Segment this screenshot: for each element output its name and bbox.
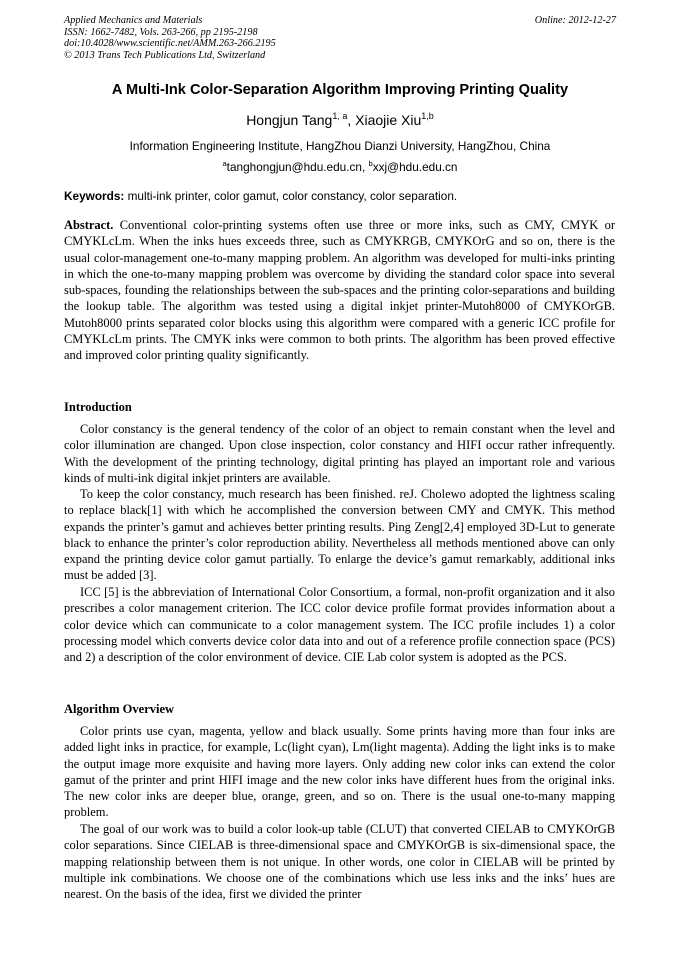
copyright-line: © 2013 Trans Tech Publications Ltd, Switzerland — [64, 49, 266, 61]
keywords — [64, 189, 616, 203]
author-1-affiliation-mark: 1, a — [332, 111, 348, 121]
online-date: Online: 2012-12-27 — [534, 15, 616, 26]
email-separator: , — [361, 160, 369, 174]
algorithm-paragraph-1: Color prints use cyan, magenta, yellow and black usually. Some prints having more than four inks are added light inks in practice, for example, Lc(light cyan), Lm(light magenta). Adding the light inks is to make the output image more exquisite and having more layers. Only adding new color inks can extend the color gamut of the printer and print HIFI image and the new color inks have different hues from the original inks. The new color inks are deeper blue, orange, green, and so on. There is the usual one-to-many mapping problem. — [64, 724, 615, 820]
author-line — [64, 112, 616, 128]
email-b: xxj@hdu.edu.cn — [372, 160, 458, 174]
doi-line: doi:10.4028/www.scientific.net/AMM.263-266.2195 — [64, 38, 276, 50]
algorithm-paragraph-2: The goal of our work was to build a color look-up table (CLUT) that converted CIELAB to CMYKOrGB color separations. Since CIELAB is three-dimensional space and CMYKOrGB is six-dimensional space, the mapping relationship between them is not unique. In other words, one color in CIELAB will be printed by multiple ink combinations. We choose one of the combinations which use less inks and the inks’ hues are nearest. On the basis of the idea, first we divided the printer — [64, 822, 615, 902]
keywords-label: Keywords: — [64, 189, 125, 203]
affiliation: Information Engineering Institute, HangZhou Dianzi University, HangZhou, China — [129, 139, 551, 153]
author-1-name: Hongjun Tang — [246, 112, 333, 128]
introduction-paragraph-3: ICC [5] is the abbreviation of International Color Consortium, a formal, non-profit organization and it also prescribes a color management criterion. The ICC color device profile format provides information about a color device which can communicate to a color management system. The ICC profile includes 1) a color processing model which converts device color data into and out of a reference profile connection space (PCS) and 2) a description of the color environment of device. CIE Lab color system is adopted as the PCS. — [64, 585, 615, 665]
abstract-label: Abstract. — [64, 218, 114, 232]
email-a-mark: a — [222, 159, 227, 168]
abstract-text: Conventional color-printing systems often use three or more inks, such as CMY, CMYK or CMYKLcLm. When the inks hues exceeds three, such as CMYKRGB, CMYKOrG and so on, there is the usual color-management one-to-many mapping problem. An algorithm was developed for multi-inks printing in which the one-to-many mapping problem was overcome by dividing the standard color space into several sub-spaces, founding the relationships between the sub-spaces and the printing color-separations and building the lookup table. The algorithm was tested using a digital inkjet printer-Mutoh8000 of CMYKOrGB. Mutoh8000 prints separated color blocks using this algorithm were compared with a generic ICC profile for CMYKLcLm prints. The CMYK inks were common to both prints. The algorithm has been proved effective and improved color printing quality significantly. — [64, 218, 615, 363]
email-b-mark: b — [368, 159, 373, 168]
author-2-affiliation-mark: 1,b — [421, 111, 434, 121]
introduction-paragraph-1: Color constancy is the general tendency of the color of an object to remain constant when the level and color illumination are changed. Upon close inspection, color constancy and HIFI occur rather infrequently. With the development of the printing technology, digital printing has played an important role and various kinds of multi-ink digital inkjet printers are available. — [64, 422, 615, 485]
author-separator: , — [347, 112, 356, 128]
introduction-paragraph-2: To keep the color constancy, much research has been finished. reJ. Cholewo adopted the lightness scaling to replace black[1] with which he accomplished the conversion between CMY and CMYK. This method expands the printer’s gamut and achieves better printing results. Ping Zeng[2,4] employed 3D-Lut to generate black to enhance the printer’s color reproduction ability. Nevertheless all methods mentioned above can only expand the printing device color gamut partially. To enlarge the device’s gamut remarkably, additional inks must be added [3]. — [64, 487, 615, 583]
issn-line: ISSN: 1662-7482, Vols. 263-266, pp 2195-2198 — [64, 26, 258, 38]
journal-name: Applied Mechanics and Materials — [64, 15, 203, 26]
section-heading-algorithm-overview: Algorithm Overview — [64, 702, 175, 716]
paper-title: A Multi-Ink Color-Separation Algorithm Improving Printing Quality — [111, 82, 569, 98]
email-a: tanghongjun@hdu.edu.cn — [226, 160, 362, 174]
keywords-text: multi-ink printer, color gamut, color constancy, color separation. — [124, 189, 458, 203]
journal-header — [64, 15, 616, 61]
section-heading-introduction: Introduction — [64, 400, 132, 414]
author-2-name: Xiaojie Xiu — [355, 112, 422, 128]
email-line — [64, 160, 616, 174]
abstract — [64, 217, 615, 364]
